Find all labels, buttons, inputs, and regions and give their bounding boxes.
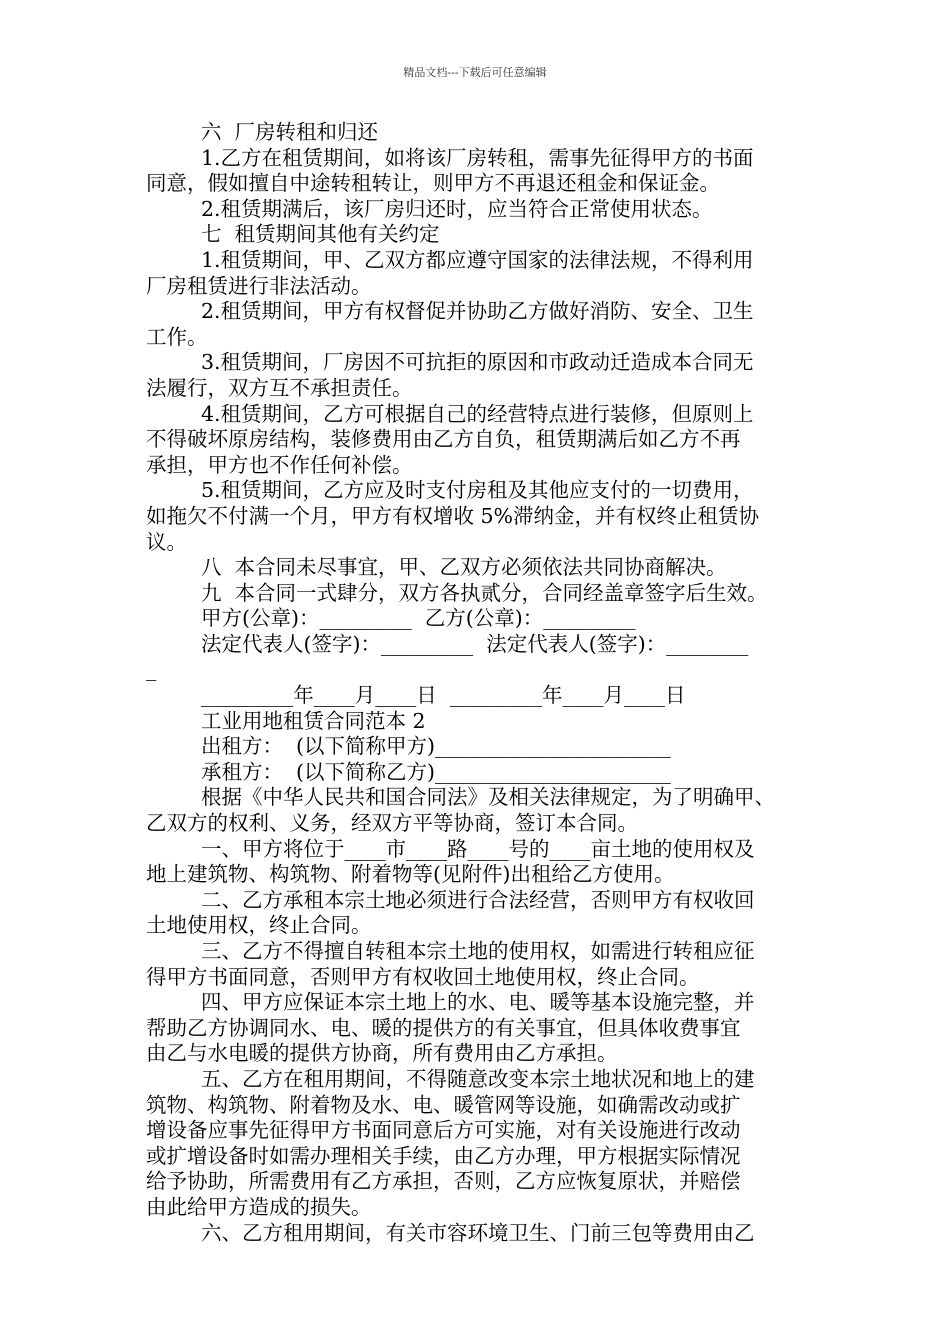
text-line: 议。 bbox=[146, 529, 187, 554]
text-line: 厂房租赁进行非法活动。 bbox=[146, 273, 372, 298]
text-line: 六 厂房转租和归还 bbox=[201, 120, 379, 144]
text-line: 不得破坏原房结构，装修费用由乙方自负，租赁期满后如乙方不再 bbox=[146, 427, 741, 452]
text-line: 一、甲方将位于____市____路____号的____亩土地的使用权及 bbox=[201, 836, 755, 861]
text-line: 甲方(公章)：_________ 乙方(公章)：_________ bbox=[201, 606, 636, 631]
text-line: 承租方： (以下简称乙方)_______________________ bbox=[201, 759, 671, 784]
text-line: _ bbox=[146, 657, 157, 682]
text-line: 承担，甲方也不作任何补偿。 bbox=[146, 452, 413, 477]
text-line: _________年____月____日 _________年____月____日 bbox=[201, 683, 686, 708]
text-line: 5.租赁期间，乙方应及时支付房租及其他应支付的一切费用， bbox=[201, 478, 754, 503]
text-line: 法履行，双方互不承担责任。 bbox=[146, 375, 413, 400]
text-line: 出租方： (以下简称甲方)_______________________ bbox=[201, 734, 671, 759]
text-line: 2.租赁期满后，该厂房归还时，应当符合正常使用状态。 bbox=[201, 196, 713, 221]
text-line: 由此给甲方造成的损失。 bbox=[146, 1194, 372, 1219]
document-body bbox=[146, 120, 826, 1246]
text-line: 工作。 bbox=[146, 324, 208, 349]
text-line: 1.乙方在租赁期间，如将该厂房转租，需事先征得甲方的书面 bbox=[201, 145, 754, 170]
text-line: 4.租赁期间，乙方可根据自己的经营特点进行装修，但原则上 bbox=[201, 401, 754, 426]
text-line: 二、乙方承租本宗土地必须进行合法经营，否则甲方有权收回 bbox=[201, 887, 755, 912]
text-line: 3.租赁期间，厂房因不可抗拒的原因和市政动迁造成本合同无 bbox=[201, 350, 754, 375]
text-line: 或扩增设备时如需办理相关手续，由乙方办理，甲方根据实际情况 bbox=[146, 1143, 741, 1168]
text-line: 八 本合同未尽事宜，甲、乙双方必须依法共同协商解决。 bbox=[201, 555, 727, 580]
page-header: 精品文档---下载后可任意编辑 bbox=[403, 66, 547, 79]
text-line: 五、乙方在租用期间，不得随意改变本宗土地状况和地上的建 bbox=[201, 1066, 755, 1091]
text-line: 七 租赁期间其他有关约定 bbox=[201, 222, 440, 247]
text-line: 同意，假如擅自中途转租转让，则甲方不再退还租金和保证金。 bbox=[146, 171, 720, 196]
text-line: 增设备应事先征得甲方书面同意后方可实施，对有关设施进行改动 bbox=[146, 1118, 741, 1143]
text-line: 给予协助，所需费用有乙方承担，否则，乙方应恢复原状，并赔偿 bbox=[146, 1169, 741, 1194]
text-line: 三、乙方不得擅自转租本宗土地的使用权，如需进行转租应征 bbox=[201, 939, 755, 963]
text-line: 得甲方书面同意，否则甲方有权收回土地使用权，终止合同。 bbox=[146, 964, 700, 989]
text-line: 九 本合同一式肆分，双方各执贰分，合同经盖章签字后生效。 bbox=[201, 580, 768, 605]
text-line: 四、甲方应保证本宗土地上的水、电、暖等基本设施完整，并 bbox=[201, 990, 755, 1015]
text-line: 帮助乙方协调同水、电、暖的提供方的有关事宜，但具体收费事宜 bbox=[146, 1015, 741, 1040]
text-line: 如拖欠不付满一个月，甲方有权增收 5%滞纳金，并有权终止租赁协 bbox=[146, 503, 760, 528]
text-line: 工业用地租赁合同范本 2 bbox=[201, 708, 426, 733]
text-line: 2.租赁期间，甲方有权督促并协助乙方做好消防、安全、卫生 bbox=[201, 299, 754, 324]
text-line: 乙双方的权利、义务，经双方平等协商，签订本合同。 bbox=[146, 811, 638, 836]
text-line: 由乙与水电暖的提供方协商，所有费用由乙方承担。 bbox=[146, 1041, 618, 1066]
text-line: 1.租赁期间，甲、乙双方都应遵守国家的法律法规，不得利用 bbox=[201, 247, 754, 272]
text-line: 根据《中华人民共和国合同法》及相关法律规定，为了明确甲、 bbox=[201, 785, 775, 810]
text-line: 法定代表人(签字)：_________ 法定代表人(签字)：________ bbox=[201, 631, 749, 656]
text-line: 筑物、构筑物、附着物及水、电、暖管网等设施，如确需改动或扩 bbox=[146, 1092, 741, 1117]
text-line: 土地使用权，终止合同。 bbox=[146, 913, 372, 938]
text-line: 六、乙方租用期间，有关市容环境卫生、门前三包等费用由乙 bbox=[201, 1220, 755, 1245]
text-line: 地上建筑物、构筑物、附着物等(见附件)出租给乙方使用。 bbox=[146, 862, 675, 887]
